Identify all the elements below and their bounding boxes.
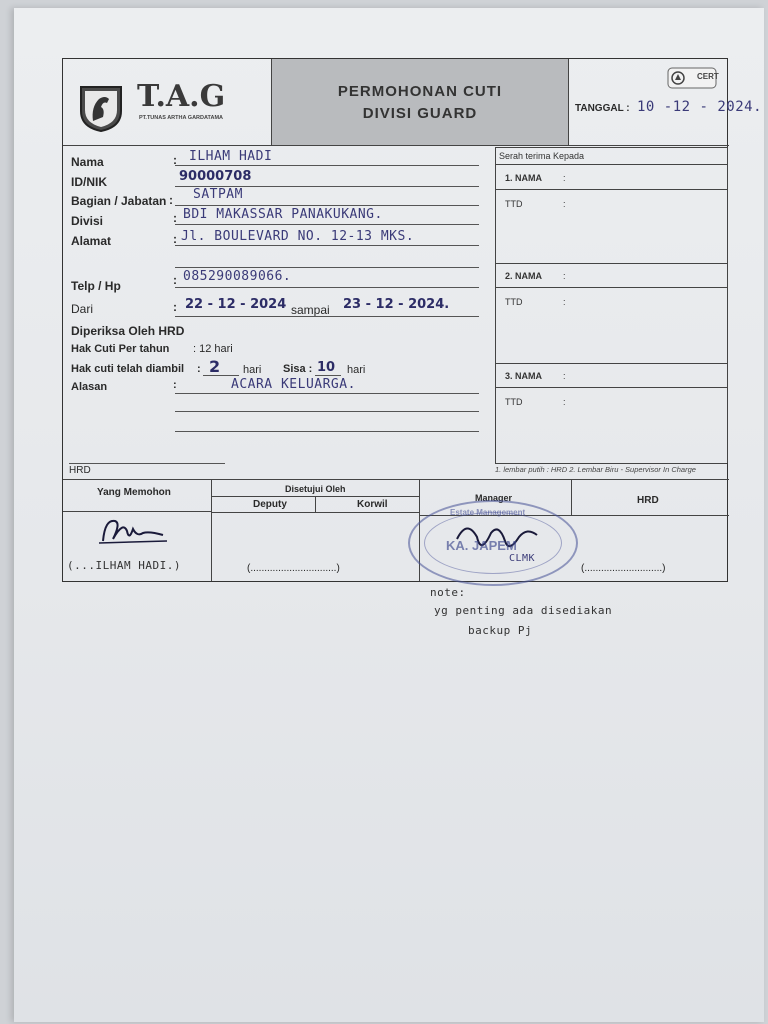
leave-request-form: T.A.G PT.TUNAS ARTHA GARDATAMA PERMOHONAN CUTI DIVISI GUARD CERT TANGGAL : 10 -12 - 2024. Nama : ILHAM HADI ID/NIK 90000708 Bagian / Jabatan : SATPAM Divisi : BDI MAKASSAR PANAKUKANG. Alamat : Jl. BOULEVARD NO. 12-13 MKS. Telp / Hp : 085290089066. Dari : 22 - 12 - 2024 sampai 23 - 12 - 2024. Diperiksa Oleh HRD Hak Cuti Per tahun : 12 hari Hak cuti telah diambil : 2 hari Sisa : 10 hari Alasan : ACARA KELUARGA. HRD Serah terima Kepada 1. NAMA : TTD : 2. NAMA : TTD : 3. NAMA : TTD : 1. lembar putih : HRD 2. Lembar Biru - Supervisor In Charge Yang Memohon Disetujui Oleh Deputy Korwil Manager HRD (...ILHAM HADI.) (...............................) CLMK (............................) (62, 58, 728, 582)
jabatan-value: SATPAM (193, 187, 243, 202)
alasan-label: Alasan (71, 381, 108, 393)
stamp-text: KA. JAPEM (446, 538, 517, 553)
sisa-label: Sisa : (283, 363, 313, 375)
hrd-label: HRD (69, 465, 91, 476)
applicant-signature (93, 511, 173, 556)
stamp-text-top: Estate Management (450, 508, 526, 517)
deputy-label: Deputy (253, 499, 287, 510)
serah-ttd-2: TTD (505, 297, 523, 307)
hrd-approval-label: HRD (637, 495, 659, 506)
nik-value: 90000708 (179, 169, 252, 184)
nik-label: ID/NIK (71, 175, 107, 189)
note-line-1: note: (430, 586, 466, 599)
nama-value: ILHAM HADI (189, 149, 273, 164)
jabatan-label: Bagian / Jabatan (71, 194, 167, 208)
hrd-sign-blank: (............................) (581, 563, 666, 574)
sampai-label: sampai (291, 303, 330, 317)
dari-label: Dari (71, 302, 94, 316)
serah-ttd-3: TTD (505, 397, 523, 407)
note-line-2: yg penting ada disediakan (434, 604, 613, 617)
form-title-line2: DIVISI GUARD (362, 105, 478, 122)
diperiksa-label: Diperiksa Oleh HRD (71, 324, 185, 338)
telp-value: 085290089066. (183, 269, 292, 284)
serah-footnote: 1. lembar putih : HRD 2. Lembar Biru - Supervisor In Charge (495, 465, 696, 474)
sisa-value: 10 (317, 360, 336, 375)
diambil-value: 2 (209, 357, 221, 376)
serah-nama-1: 1. NAMA (505, 173, 543, 183)
disetujui-oleh-label: Disetujui Oleh (285, 484, 346, 494)
applicant-name: (...ILHAM HADI.) (67, 559, 181, 572)
signature-scribble-icon (93, 511, 173, 551)
serah-nama-3: 3. NAMA (505, 371, 543, 381)
colon: : (173, 153, 177, 167)
form-title-line1: PERMOHONAN CUTI (337, 83, 503, 100)
diambil-label: Hak cuti telah diambil (71, 363, 185, 375)
company-logo (77, 83, 125, 138)
note-line-3: backup Pj (468, 624, 533, 637)
hak-cuti-label: Hak Cuti Per tahun (71, 343, 170, 355)
serah-header: Serah terima Kepada (499, 151, 585, 161)
alasan-value: ACARA KELUARGA. (231, 377, 356, 392)
serah-ttd-1: TTD (505, 199, 523, 209)
yang-memohon-label: Yang Memohon (97, 487, 171, 498)
serah-nama-2: 2. NAMA (505, 271, 543, 281)
dari-value: 22 - 12 - 2024 (185, 297, 287, 312)
company-stamp (408, 500, 578, 586)
diambil-hari-label: hari (243, 364, 262, 376)
sisa-hari-label: hari (347, 364, 366, 376)
logo-text: T.A.G (137, 79, 226, 114)
alamat-label: Alamat (71, 234, 112, 248)
korwil-label: Korwil (357, 499, 388, 510)
manager-sig-note: CLMK (509, 553, 536, 564)
divisi-value: BDI MAKASSAR PANAKUKANG. (183, 207, 383, 222)
date-value: 10 -12 - 2024. (637, 99, 763, 115)
company-name: PT.TUNAS ARTHA GARDATAMA (139, 115, 224, 121)
sampai-value: 23 - 12 - 2024. (343, 297, 450, 312)
horse-shield-icon (77, 83, 125, 133)
date-label: TANGGAL : (575, 103, 630, 114)
deputy-sign-blank: (...............................) (247, 563, 340, 574)
form-title-box (271, 59, 569, 145)
divisi-label: Divisi (71, 214, 104, 228)
manager-label: Manager (475, 493, 513, 503)
telp-label: Telp / Hp (71, 279, 121, 293)
cert-label: CERT (697, 72, 719, 81)
hak-cuti-value: : 12 hari (193, 343, 233, 355)
nama-label: Nama (71, 155, 104, 169)
alamat-value: Jl. BOULEVARD NO. 12-13 MKS. (181, 229, 415, 244)
